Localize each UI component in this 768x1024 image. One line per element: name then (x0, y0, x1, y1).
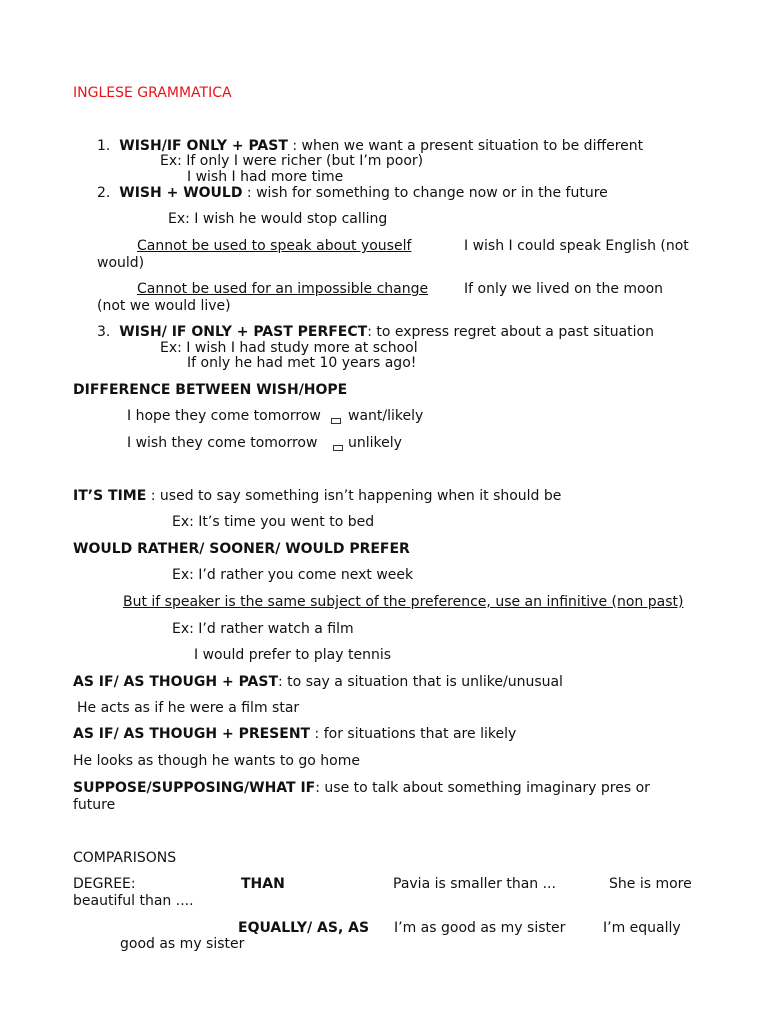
item-3-heading: WISH/ IF ONLY + PAST PERFECT (119, 324, 368, 340)
item-2-note-1-example: I wish I could speak English (not (464, 238, 689, 254)
document-title: INGLESE GRAMMATICA (73, 85, 232, 101)
its-time-text: : used to say something isn’t happening when it should be (146, 488, 562, 504)
difference-line-2: I wish they come tomorrow (127, 435, 318, 451)
item-2-note-2-example: If only we lived on the moon (464, 281, 664, 297)
as-if-present-heading: AS IF/ AS THOUGH + PRESENT (73, 726, 311, 742)
would-rather-heading: WOULD RATHER/ SOONER/ WOULD PREFER (73, 541, 410, 557)
item-3-number: 3. (97, 324, 111, 340)
suppose-line (73, 780, 650, 796)
item-2-heading: WISH + WOULD (119, 185, 243, 201)
comparisons-equally-example-2: I’m equally (603, 920, 681, 936)
item-2-note-1-continuation: would) (97, 255, 145, 271)
item-2-line (97, 185, 608, 201)
arrow-right-icon (331, 418, 341, 424)
suppose-text: : use to talk about something imaginary pres or (315, 780, 650, 796)
item-2-number: 2. (97, 185, 111, 201)
as-if-past-line (73, 674, 563, 690)
comparisons-equally-continuation: good as my sister (120, 936, 245, 952)
difference-line-1: I hope they come tomorrow (127, 408, 321, 424)
as-if-present-line (73, 726, 516, 742)
item-1-number: 1. (97, 138, 111, 154)
item-2-text: : wish for something to change now or in the future (242, 185, 608, 201)
comparisons-than-label: THAN (241, 876, 285, 892)
difference-heading: DIFFERENCE BETWEEN WISH/HOPE (73, 382, 348, 398)
comparisons-than-continuation: beautiful than .... (73, 893, 194, 909)
would-rather-example-3: I would prefer to play tennis (194, 647, 392, 663)
item-1-text: : when we want a present situation to be different (287, 138, 644, 154)
item-3-text: : to express regret about a past situation (367, 324, 654, 340)
its-time-line (73, 488, 561, 504)
comparisons-heading: COMPARISONS (73, 850, 177, 866)
arrow-right-icon (333, 445, 343, 451)
item-2-example: Ex: I wish he would stop calling (168, 211, 388, 227)
comparisons-equally-label: EQUALLY/ AS, AS (238, 920, 370, 936)
comparisons-than-example-1: Pavia is smaller than ... (393, 876, 556, 892)
as-if-past-text: : to say a situation that is unlike/unusual (278, 674, 563, 690)
item-3-example-2: If only he had met 10 years ago! (187, 355, 417, 371)
would-rather-example-1: Ex: I’d rather you come next week (172, 567, 414, 583)
comparisons-than-example-2: She is more (609, 876, 692, 892)
item-3-example-1: Ex: I wish I had study more at school (160, 340, 418, 356)
item-2-note-1: Cannot be used to speak about youself (137, 238, 412, 254)
item-1-example-2: I wish I had more time (187, 169, 344, 185)
as-if-present-text: : for situations that are likely (310, 726, 517, 742)
comparisons-degree-label: DEGREE: (73, 876, 136, 892)
would-rather-note: But if speaker is the same subject of the preference, use an infinitive (non past) (123, 594, 684, 610)
suppose-heading: SUPPOSE/SUPPOSING/WHAT IF (73, 780, 316, 796)
its-time-heading: IT’S TIME (73, 488, 147, 504)
difference-line-2-result: unlikely (348, 435, 402, 451)
item-1-line (97, 138, 643, 154)
as-if-past-example: He acts as if he were a film star (77, 700, 300, 716)
item-1-heading: WISH/IF ONLY + PAST (119, 138, 288, 154)
comparisons-equally-example-1: I’m as good as my sister (394, 920, 566, 936)
difference-line-1-result: want/likely (348, 408, 424, 424)
item-2-note-2: Cannot be used for an impossible change (137, 281, 429, 297)
suppose-continuation: future (73, 797, 116, 813)
item-3-line (97, 324, 654, 340)
item-2-note-2-continuation: (not we would live) (97, 298, 231, 314)
item-1-example-1: Ex: If only I were richer (but I’m poor) (160, 153, 424, 169)
its-time-example: Ex: It’s time you went to bed (172, 514, 375, 530)
as-if-present-example: He looks as though he wants to go home (73, 753, 360, 769)
as-if-past-heading: AS IF/ AS THOUGH + PAST (73, 674, 279, 690)
would-rather-example-2: Ex: I’d rather watch a film (172, 621, 354, 637)
